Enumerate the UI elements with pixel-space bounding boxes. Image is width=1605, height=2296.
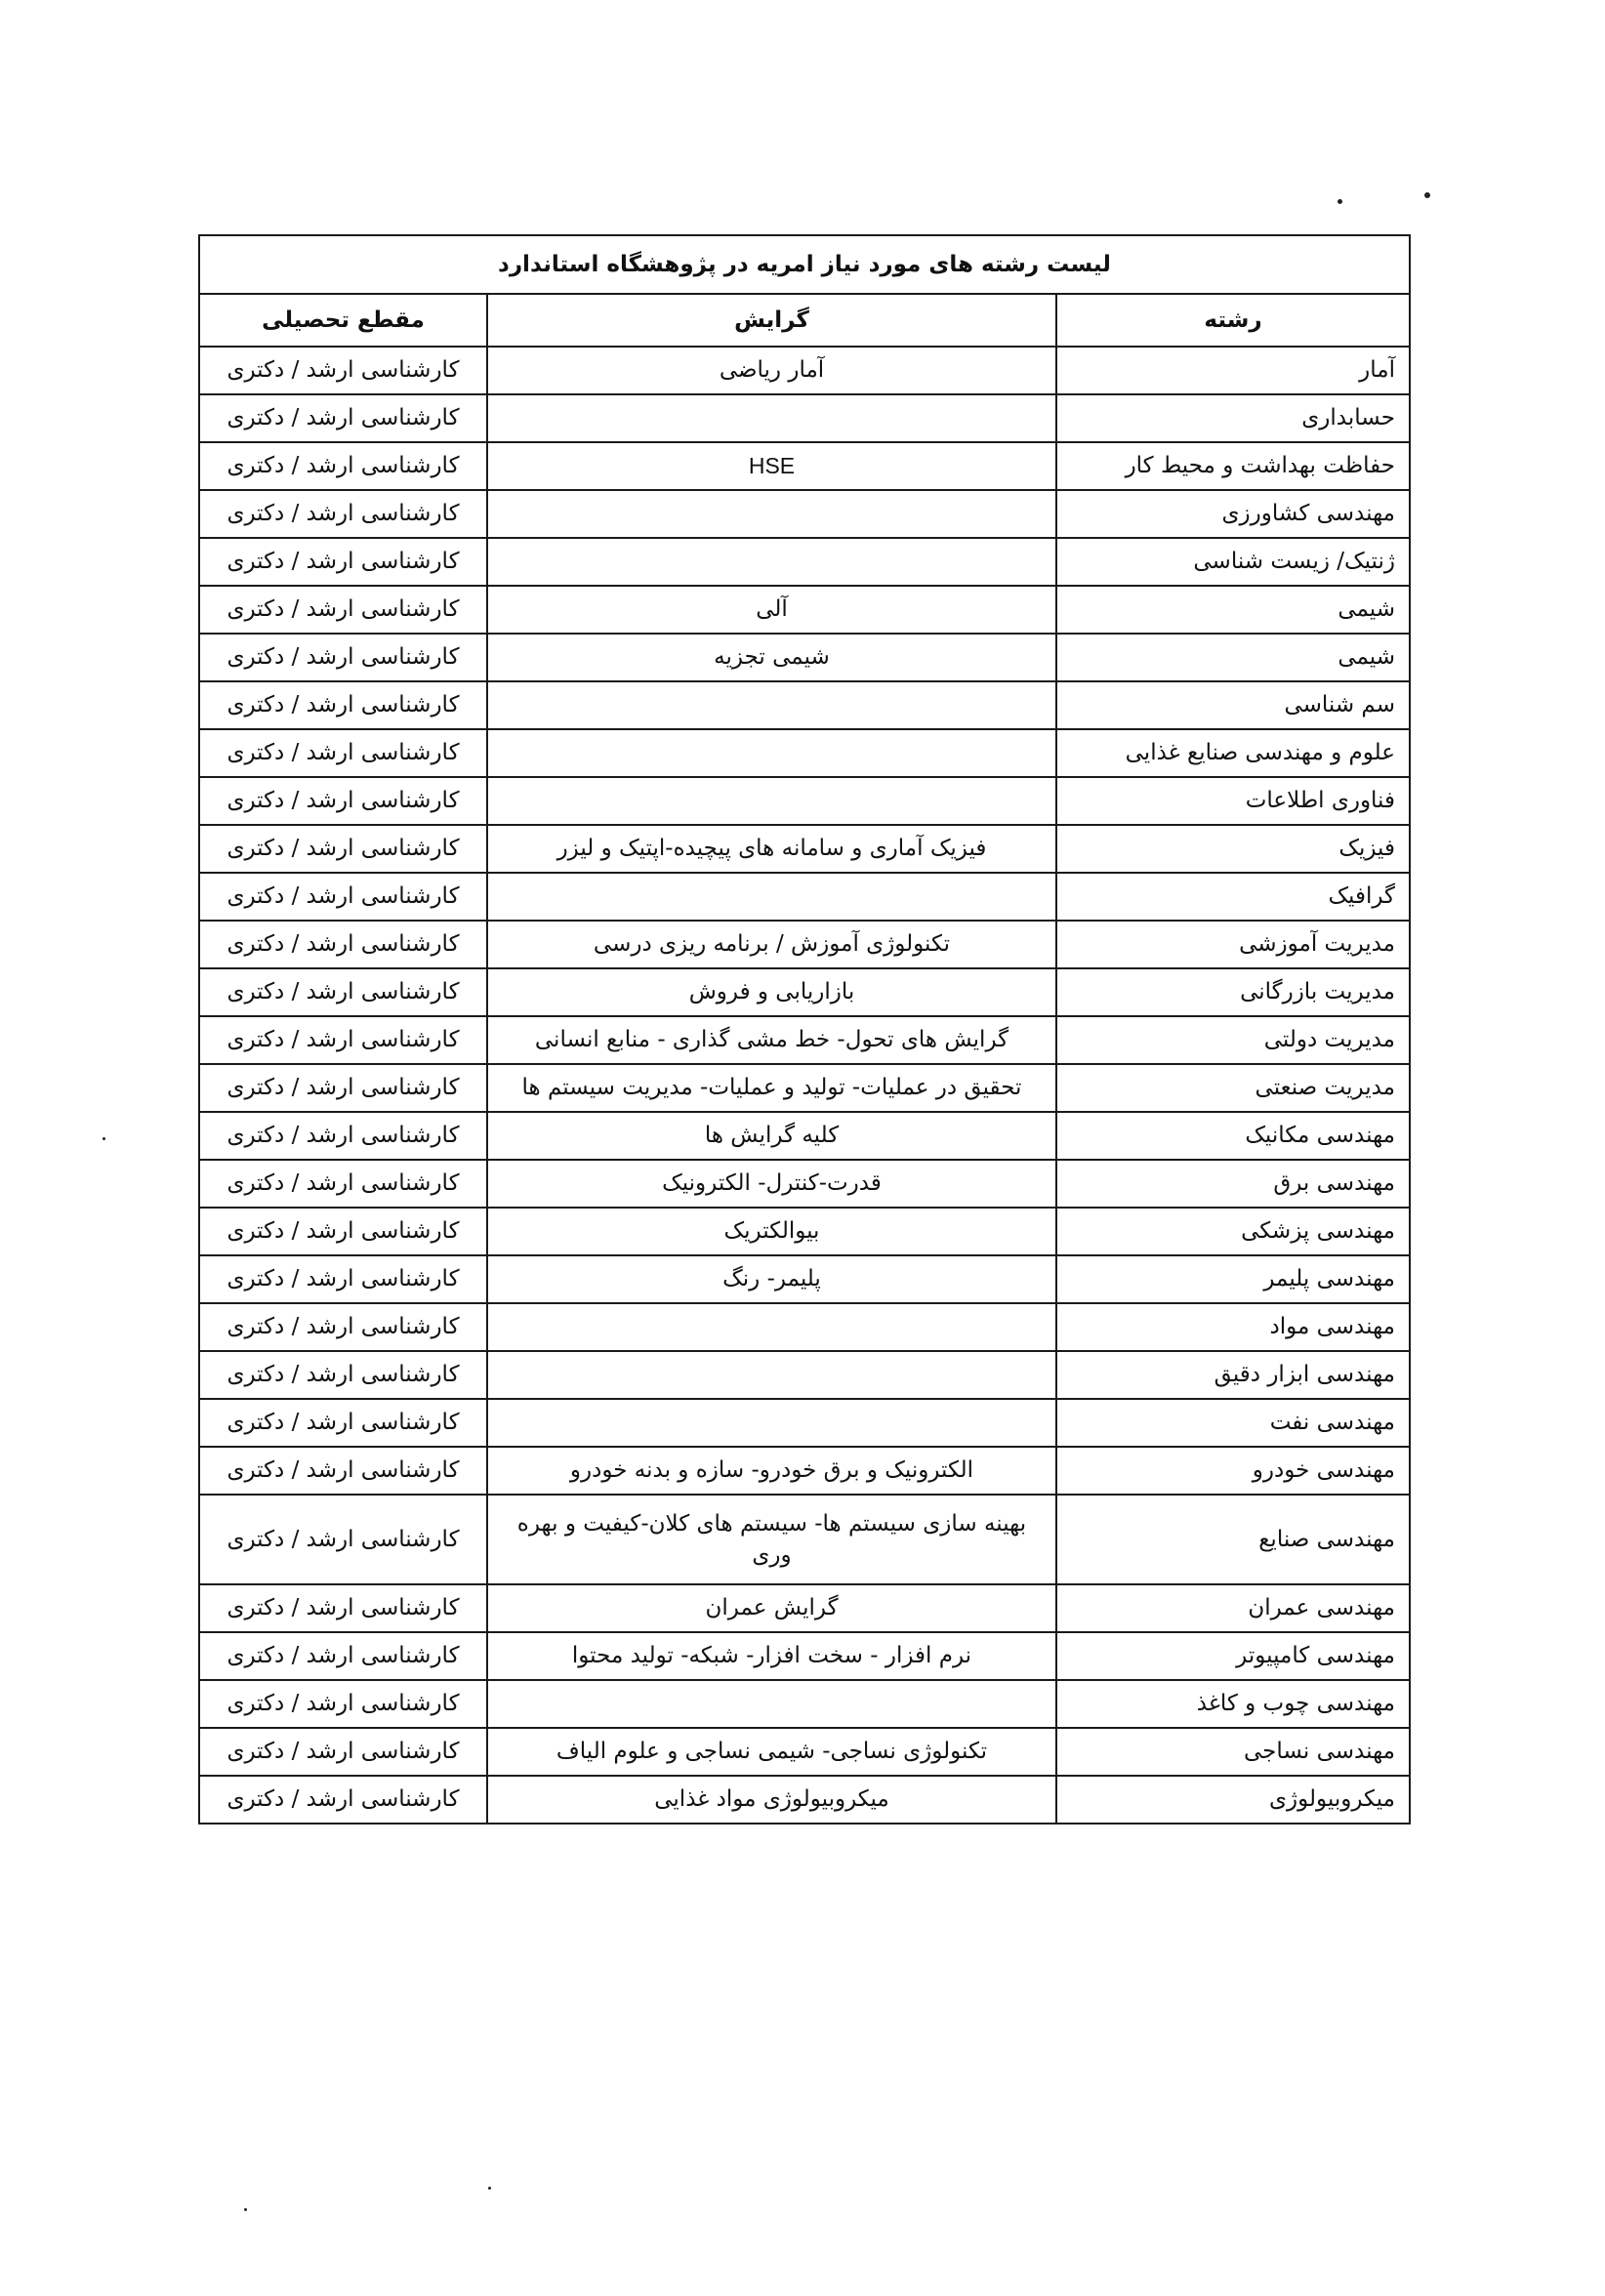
cell-degree: کارشناسی ارشد / دکتری	[199, 1776, 487, 1824]
table-row	[199, 1495, 1410, 1584]
cell-degree: کارشناسی ارشد / دکتری	[199, 825, 487, 873]
table-row	[199, 1255, 1410, 1303]
cell-field: مدیریت بازرگانی	[1056, 968, 1410, 1016]
table-row	[199, 873, 1410, 921]
cell-degree: کارشناسی ارشد / دکتری	[199, 1584, 487, 1632]
cell-field: فیزیک	[1056, 825, 1410, 873]
cell-field: مهندسی نفت	[1056, 1399, 1410, 1447]
cell-degree: کارشناسی ارشد / دکتری	[199, 1680, 487, 1728]
cell-field: مدیریت دولتی	[1056, 1016, 1410, 1064]
cell-degree: کارشناسی ارشد / دکتری	[199, 1016, 487, 1064]
cell-degree: کارشناسی ارشد / دکتری	[199, 1399, 487, 1447]
cell-specialization: تکنولوژی نساجی- شیمی نساجی و علوم الیاف	[487, 1728, 1056, 1776]
cell-specialization: تکنولوژی آموزش / برنامه ریزی درسی	[487, 921, 1056, 968]
cell-degree: کارشناسی ارشد / دکتری	[199, 1160, 487, 1208]
cell-specialization: گرایش عمران	[487, 1584, 1056, 1632]
cell-specialization	[487, 681, 1056, 729]
requirements-table	[198, 234, 1411, 1824]
table-row	[199, 634, 1410, 681]
cell-specialization: میکروبیولوژی مواد غذایی	[487, 1776, 1056, 1824]
cell-field: مهندسی چوب و کاغذ	[1056, 1680, 1410, 1728]
cell-field: مدیریت صنعتی	[1056, 1064, 1410, 1112]
requirements-table-wrapper	[200, 234, 1411, 1824]
cell-degree: کارشناسی ارشد / دکتری	[199, 968, 487, 1016]
cell-specialization: کلیه گرایش ها	[487, 1112, 1056, 1160]
cell-specialization	[487, 777, 1056, 825]
cell-degree: کارشناسی ارشد / دکتری	[199, 1208, 487, 1255]
cell-specialization: پلیمر- رنگ	[487, 1255, 1056, 1303]
cell-degree: کارشناسی ارشد / دکتری	[199, 442, 487, 490]
cell-specialization	[487, 729, 1056, 777]
cell-degree: کارشناسی ارشد / دکتری	[199, 394, 487, 442]
cell-specialization	[487, 394, 1056, 442]
cell-specialization	[487, 1399, 1056, 1447]
table-row	[199, 729, 1410, 777]
table-row	[199, 1680, 1410, 1728]
cell-specialization	[487, 1351, 1056, 1399]
cell-specialization: بازاریابی و فروش	[487, 968, 1056, 1016]
cell-field: مهندسی پزشکی	[1056, 1208, 1410, 1255]
cell-degree: کارشناسی ارشد / دکتری	[199, 347, 487, 394]
cell-field: مهندسی عمران	[1056, 1584, 1410, 1632]
cell-specialization	[487, 538, 1056, 586]
cell-specialization: آلی	[487, 586, 1056, 634]
cell-field: شیمی	[1056, 634, 1410, 681]
table-row	[199, 1447, 1410, 1495]
cell-specialization: گرایش های تحول- خط مشی گذاری - منابع انسانی	[487, 1016, 1056, 1064]
cell-degree: کارشناسی ارشد / دکتری	[199, 634, 487, 681]
cell-field: آمار	[1056, 347, 1410, 394]
cell-degree: کارشناسی ارشد / دکتری	[199, 681, 487, 729]
scan-speck	[1338, 199, 1342, 204]
table-row	[199, 825, 1410, 873]
table-row	[199, 586, 1410, 634]
cell-specialization	[487, 1303, 1056, 1351]
cell-specialization: آمار ریاضی	[487, 347, 1056, 394]
table-row	[199, 777, 1410, 825]
cell-degree: کارشناسی ارشد / دکتری	[199, 586, 487, 634]
cell-degree: کارشناسی ارشد / دکتری	[199, 1728, 487, 1776]
table-row	[199, 1112, 1410, 1160]
cell-specialization: نرم افزار - سخت افزار- شبکه- تولید محتوا	[487, 1632, 1056, 1680]
cell-degree: کارشناسی ارشد / دکتری	[199, 538, 487, 586]
cell-field: مهندسی کامپیوتر	[1056, 1632, 1410, 1680]
cell-degree: کارشناسی ارشد / دکتری	[199, 1112, 487, 1160]
table-row	[199, 442, 1410, 490]
scan-speck	[244, 2208, 247, 2211]
cell-degree: کارشناسی ارشد / دکتری	[199, 1255, 487, 1303]
table-row	[199, 921, 1410, 968]
table-row	[199, 1160, 1410, 1208]
cell-field: میکروبیولوژی	[1056, 1776, 1410, 1824]
cell-degree: کارشناسی ارشد / دکتری	[199, 1447, 487, 1495]
scan-speck	[103, 1137, 105, 1140]
cell-specialization: بهینه سازی سیستم ها- سیستم های کلان-کیفیت و بهره وری	[487, 1495, 1056, 1584]
cell-field: مهندسی خودرو	[1056, 1447, 1410, 1495]
cell-degree: کارشناسی ارشد / دکتری	[199, 729, 487, 777]
cell-field: مهندسی کشاورزی	[1056, 490, 1410, 538]
table-row	[199, 538, 1410, 586]
table-row	[199, 1064, 1410, 1112]
cell-field: مهندسی برق	[1056, 1160, 1410, 1208]
table-row	[199, 1208, 1410, 1255]
cell-field: حفاظت بهداشت و محیط کار	[1056, 442, 1410, 490]
cell-degree: کارشناسی ارشد / دکتری	[199, 1303, 487, 1351]
table-body	[199, 347, 1410, 1824]
table-row	[199, 1584, 1410, 1632]
table-row	[199, 1351, 1410, 1399]
cell-degree: کارشناسی ارشد / دکتری	[199, 1632, 487, 1680]
cell-specialization: بیوالکتریک	[487, 1208, 1056, 1255]
cell-field: مهندسی نساجی	[1056, 1728, 1410, 1776]
table-row	[199, 490, 1410, 538]
table-row	[199, 1728, 1410, 1776]
cell-degree: کارشناسی ارشد / دکتری	[199, 921, 487, 968]
table-row	[199, 1016, 1410, 1064]
cell-field: شیمی	[1056, 586, 1410, 634]
table-title: لیست رشته های مورد نیاز امریه در پژوهشگاه استاندارد	[199, 235, 1410, 294]
table-row	[199, 347, 1410, 394]
cell-degree: کارشناسی ارشد / دکتری	[199, 1351, 487, 1399]
cell-degree: کارشناسی ارشد / دکتری	[199, 777, 487, 825]
scan-speck	[1424, 192, 1430, 198]
cell-specialization: HSE	[487, 442, 1056, 490]
cell-field: مهندسی پلیمر	[1056, 1255, 1410, 1303]
header-degree: مقطع تحصیلی	[199, 294, 487, 347]
cell-degree: کارشناسی ارشد / دکتری	[199, 1495, 487, 1584]
cell-field: ژنتیک/ زیست شناسی	[1056, 538, 1410, 586]
cell-field: حسابداری	[1056, 394, 1410, 442]
table-row	[199, 1632, 1410, 1680]
table-row	[199, 1303, 1410, 1351]
header-specialization: گرایش	[487, 294, 1056, 347]
cell-field: گرافیک	[1056, 873, 1410, 921]
cell-field: فناوری اطلاعات	[1056, 777, 1410, 825]
cell-specialization	[487, 490, 1056, 538]
cell-field: مهندسی صنایع	[1056, 1495, 1410, 1584]
cell-degree: کارشناسی ارشد / دکتری	[199, 873, 487, 921]
table-row	[199, 968, 1410, 1016]
table-row	[199, 1776, 1410, 1824]
cell-field: مهندسی مکانیک	[1056, 1112, 1410, 1160]
cell-specialization: فیزیک آماری و سامانه های پیچیده-اپتیک و لیزر	[487, 825, 1056, 873]
cell-specialization: تحقیق در عملیات- تولید و عملیات- مدیریت سیستم ها	[487, 1064, 1056, 1112]
table-row	[199, 681, 1410, 729]
scan-speck	[488, 2187, 491, 2190]
cell-degree: کارشناسی ارشد / دکتری	[199, 490, 487, 538]
cell-specialization: شیمی تجزیه	[487, 634, 1056, 681]
cell-specialization: الکترونیک و برق خودرو- سازه و بدنه خودرو	[487, 1447, 1056, 1495]
cell-specialization: قدرت-کنترل- الکترونیک	[487, 1160, 1056, 1208]
cell-field: مهندسی مواد	[1056, 1303, 1410, 1351]
table-row	[199, 394, 1410, 442]
cell-field: علوم و مهندسی صنایع غذایی	[1056, 729, 1410, 777]
cell-field: مهندسی ابزار دقیق	[1056, 1351, 1410, 1399]
table-row	[199, 1399, 1410, 1447]
cell-degree: کارشناسی ارشد / دکتری	[199, 1064, 487, 1112]
cell-specialization	[487, 873, 1056, 921]
cell-field: سم شناسی	[1056, 681, 1410, 729]
header-field: رشته	[1056, 294, 1410, 347]
cell-specialization	[487, 1680, 1056, 1728]
cell-field: مدیریت آموزشی	[1056, 921, 1410, 968]
